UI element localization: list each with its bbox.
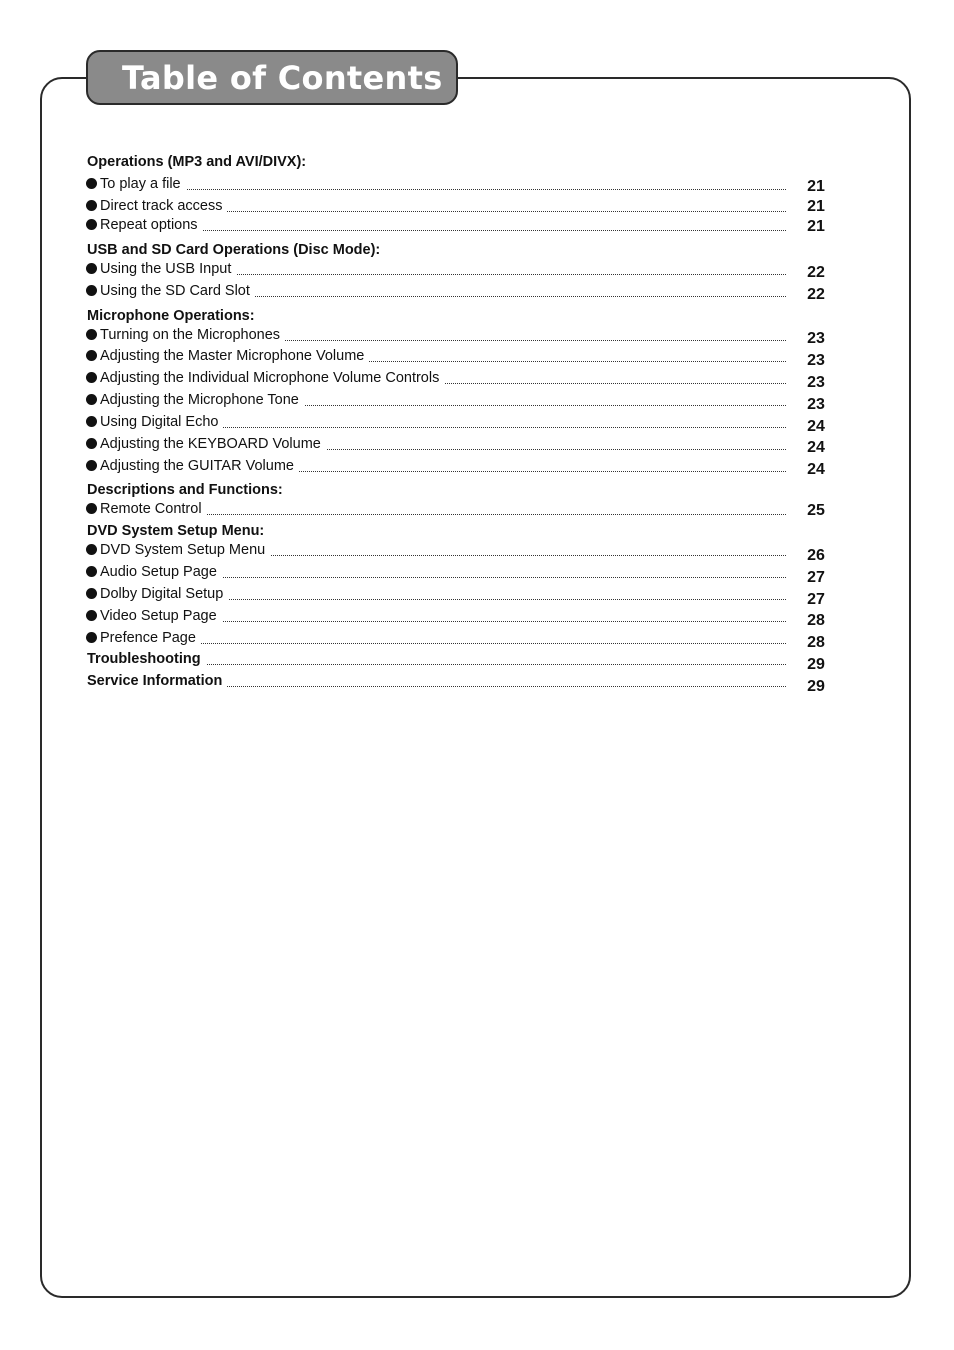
bullet-icon: [86, 632, 97, 643]
bullet-icon: [86, 329, 97, 340]
toc-page-number: 27: [807, 591, 825, 608]
toc-page-number: 24: [807, 418, 825, 435]
bullet-icon: [86, 544, 97, 555]
toc-entry-microphone-tone[interactable]: [86, 392, 786, 410]
toc-entry-direct-track-access[interactable]: [86, 198, 786, 216]
toc-page-number: 24: [807, 461, 825, 478]
toc-entry-to-play-a-file[interactable]: [86, 176, 786, 194]
toc-page-number: 27: [807, 569, 825, 586]
toc-page-number: 21: [807, 218, 825, 235]
toc-entry-label: Using Digital Echo: [100, 414, 223, 430]
toc-entry-repeat-options[interactable]: [86, 217, 786, 235]
toc-page-number: 23: [807, 352, 825, 369]
bullet-icon: [86, 588, 97, 599]
toc-entry-label: Using the USB Input: [100, 261, 236, 277]
toc-entry-digital-echo[interactable]: [86, 414, 786, 432]
toc-entry-label: Adjusting the GUITAR Volume: [100, 458, 299, 474]
toc-page-number: 25: [807, 502, 825, 519]
toc-entry-service-information[interactable]: [86, 673, 786, 691]
section-heading-dvd-setup: DVD System Setup Menu:: [87, 523, 265, 539]
bullet-icon: [86, 219, 97, 230]
toc-page-number: 24: [807, 439, 825, 456]
dot-leader: [100, 189, 786, 190]
dot-leader: [100, 643, 786, 644]
toc-entry-guitar-volume[interactable]: [86, 458, 786, 476]
toc-entry-label: Audio Setup Page: [100, 564, 222, 580]
bullet-icon: [86, 200, 97, 211]
toc-entry-label: DVD System Setup Menu: [100, 542, 270, 558]
bullet-icon: [86, 503, 97, 514]
toc-entry-label: Dolby Digital Setup: [100, 586, 228, 602]
toc-entry-label: Using the SD Card Slot: [100, 283, 255, 299]
toc-entry-label: Repeat options: [100, 217, 203, 233]
toc-entry-turning-on-microphones[interactable]: [86, 327, 786, 345]
toc-entry-troubleshooting[interactable]: [86, 651, 786, 669]
toc-page-number: 22: [807, 286, 825, 303]
toc-page-number: 29: [807, 678, 825, 695]
bullet-icon: [86, 394, 97, 405]
section-heading-descriptions: Descriptions and Functions:: [87, 482, 283, 498]
toc-page-number: 28: [807, 612, 825, 629]
toc-entry-label: Turning on the Microphones: [100, 327, 285, 343]
section-heading-microphone: Microphone Operations:: [87, 308, 255, 324]
toc-entry-sd-card-slot[interactable]: [86, 283, 786, 301]
toc-page-number: 26: [807, 547, 825, 564]
toc-page-number: 22: [807, 264, 825, 281]
section-heading-mp3-operations: Operations (MP3 and AVI/DIVX):: [87, 154, 307, 170]
toc-page-number: 23: [807, 374, 825, 391]
toc-entry-label: Prefence Page: [100, 630, 201, 646]
bullet-icon: [86, 566, 97, 577]
toc-page-number: 29: [807, 656, 825, 673]
toc-page-number: 21: [807, 178, 825, 195]
title-tab: [86, 50, 458, 105]
bullet-icon: [86, 610, 97, 621]
bullet-icon: [86, 350, 97, 361]
toc-page-number: 21: [807, 198, 825, 215]
toc-entry-label: Adjusting the Individual Microphone Volume Controls: [100, 370, 444, 386]
toc-page-number: 23: [807, 396, 825, 413]
toc-entry-keyboard-volume[interactable]: [86, 436, 786, 454]
toc-entry-remote-control[interactable]: [86, 501, 786, 519]
section-heading-usb-sd: USB and SD Card Operations (Disc Mode):: [87, 242, 381, 258]
toc-entry-label: Remote Control: [100, 501, 207, 517]
toc-entry-label: Video Setup Page: [100, 608, 222, 624]
toc-entry-master-microphone-volume[interactable]: [86, 348, 786, 366]
bullet-icon: [86, 438, 97, 449]
toc-entry-label: Adjusting the KEYBOARD Volume: [100, 436, 326, 452]
toc-entry-prefence-page[interactable]: [86, 630, 786, 648]
toc-entry-label: Direct track access: [100, 198, 227, 214]
toc-entry-label: To play a file: [100, 176, 186, 192]
page-title: Table of Contents: [122, 58, 443, 97]
toc-entry-audio-setup-page[interactable]: [86, 564, 786, 582]
bullet-icon: [86, 416, 97, 427]
toc-page-number: 23: [807, 330, 825, 347]
bullet-icon: [86, 285, 97, 296]
toc-entry-label: Adjusting the Master Microphone Volume: [100, 348, 369, 364]
toc-entry-usb-input[interactable]: [86, 261, 786, 279]
dot-leader: [100, 230, 786, 231]
toc-entry-dolby-digital-setup[interactable]: [86, 586, 786, 604]
bullet-icon: [86, 460, 97, 471]
toc-page-number: 28: [807, 634, 825, 651]
toc-entry-individual-microphone-volume[interactable]: [86, 370, 786, 388]
toc-entry-label: Adjusting the Microphone Tone: [100, 392, 304, 408]
toc-entry-video-setup-page[interactable]: [86, 608, 786, 626]
bullet-icon: [86, 372, 97, 383]
toc-entry-label: Service Information: [87, 673, 227, 689]
bullet-icon: [86, 263, 97, 274]
toc-entry-label: Troubleshooting: [87, 651, 206, 667]
toc-entry-dvd-system-setup-menu[interactable]: [86, 542, 786, 560]
bullet-icon: [86, 178, 97, 189]
